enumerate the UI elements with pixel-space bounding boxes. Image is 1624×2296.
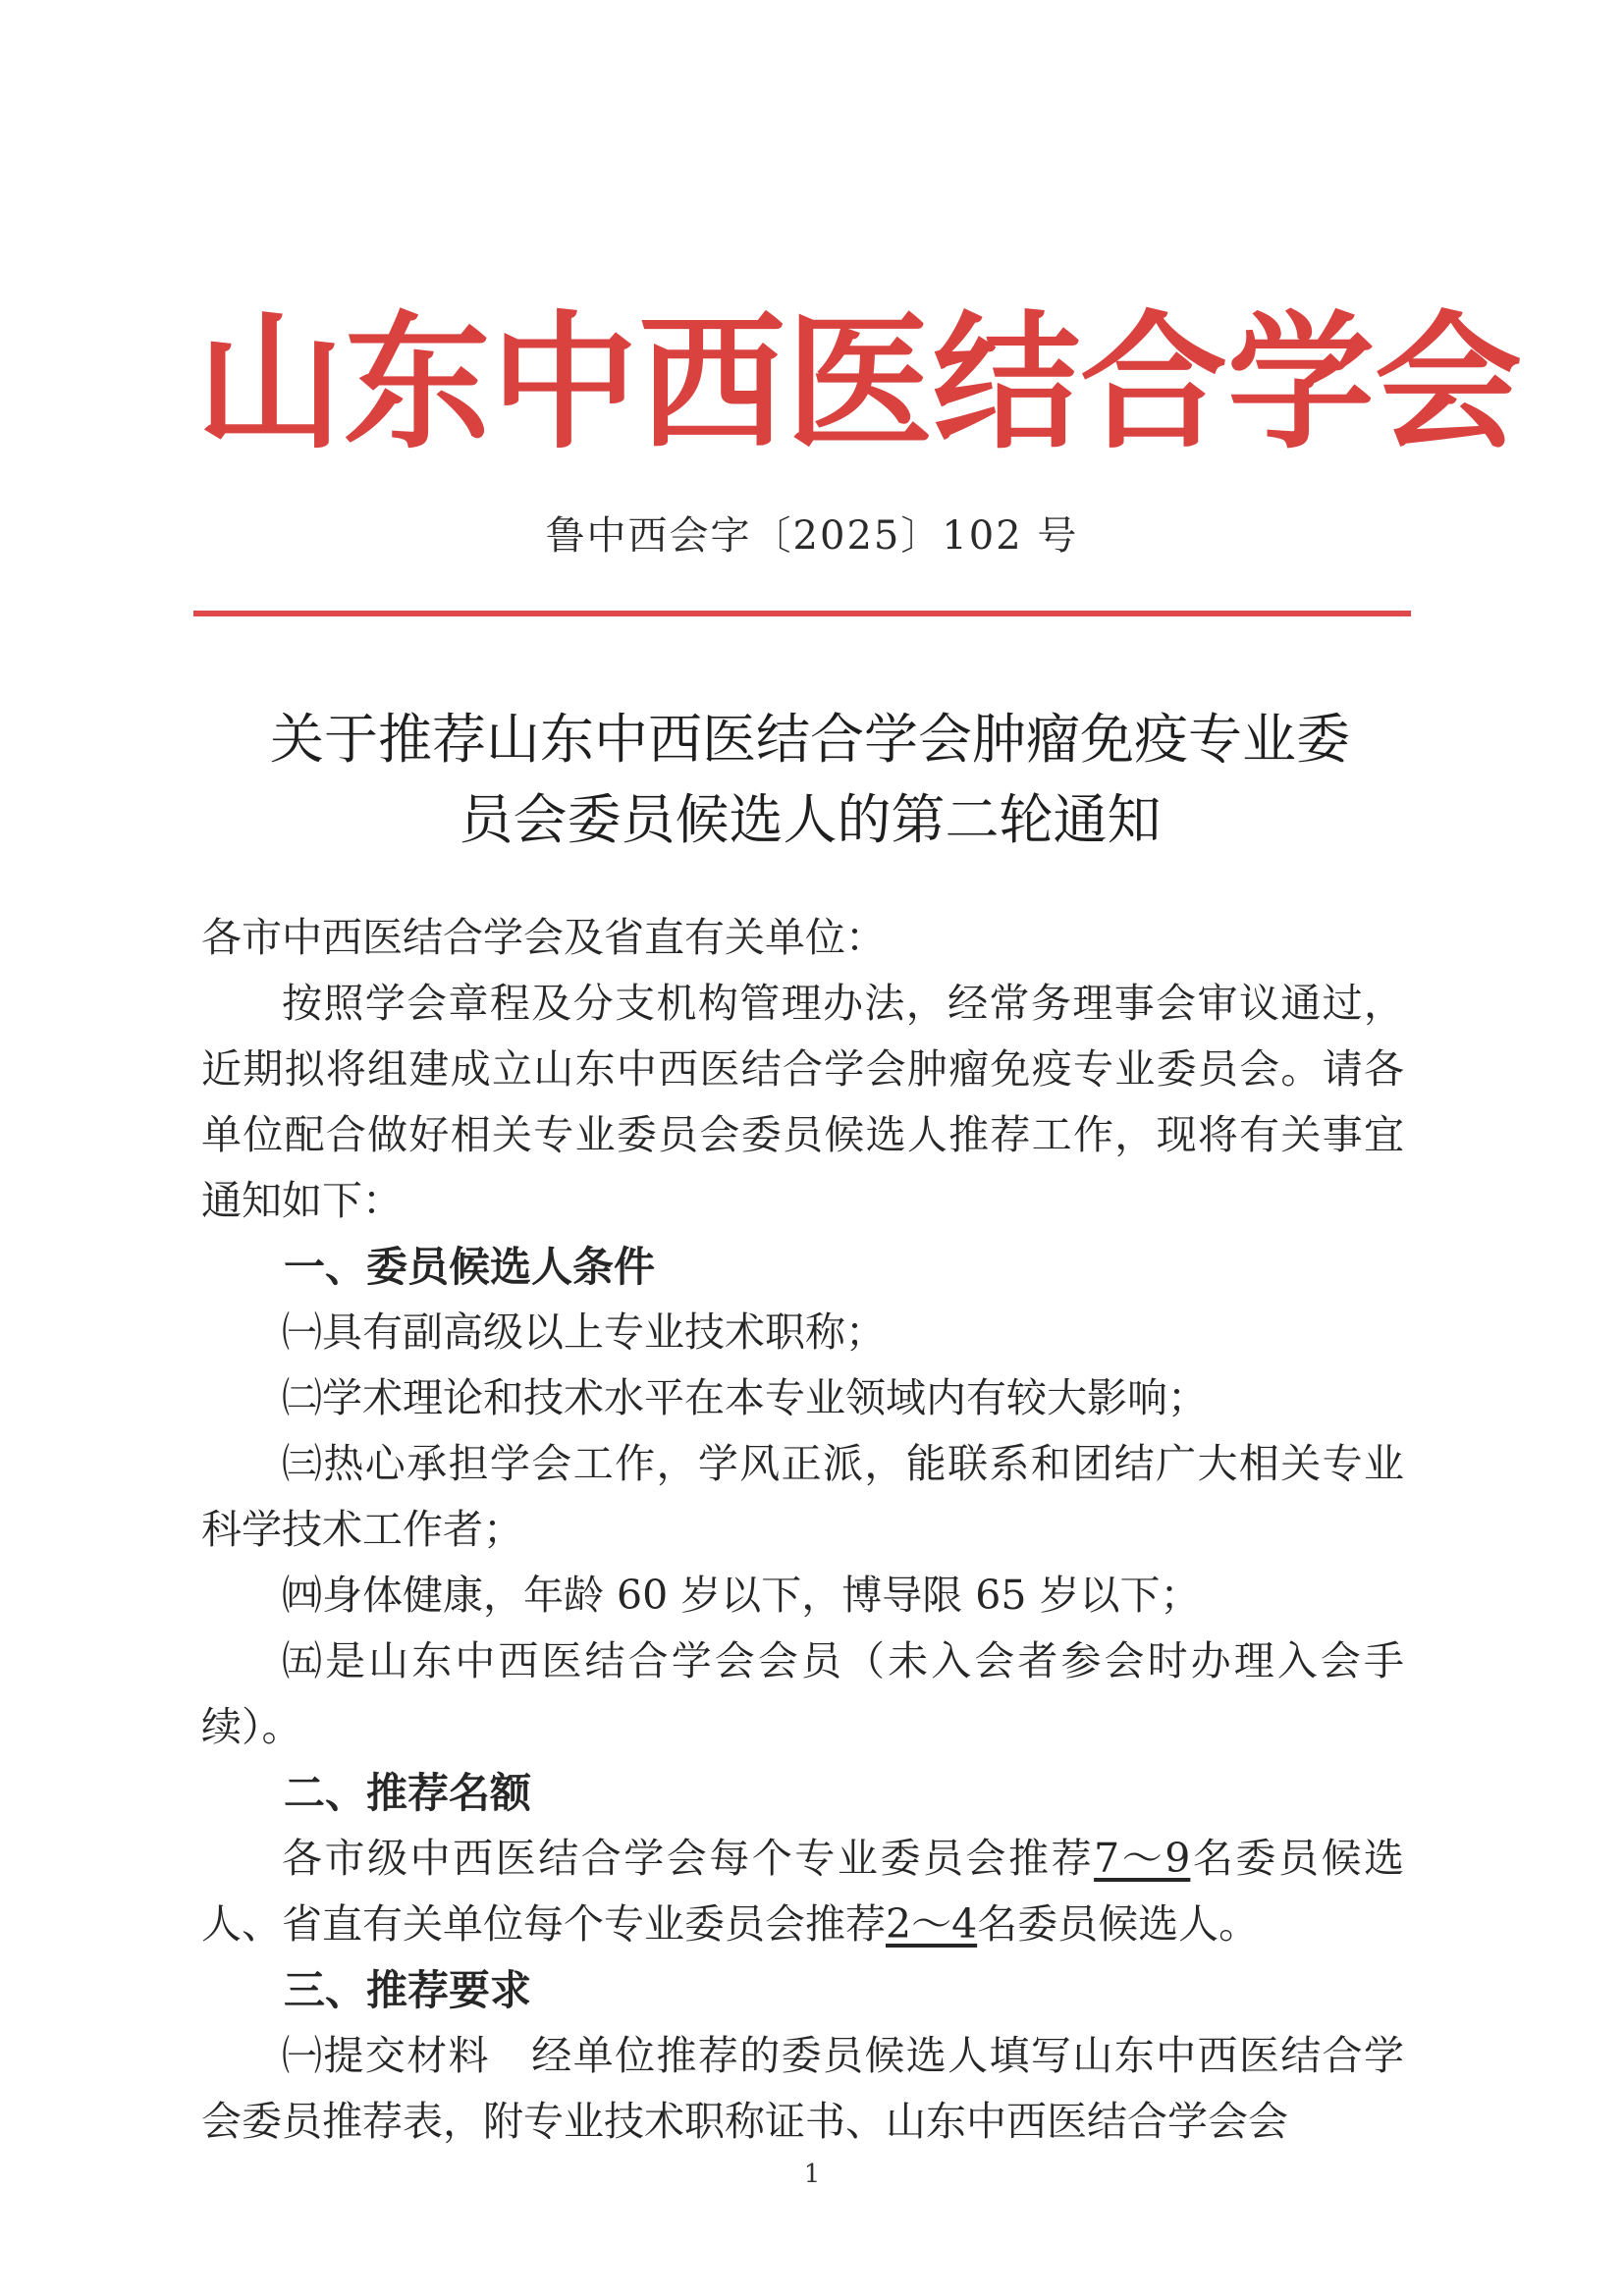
quota-text-part-2: 名委员候选人、省直有关单位每个专业委员会推荐: [201, 1835, 1405, 1948]
intro-paragraph: 按照学会章程及分支机构管理办法，经常务理事会审议通过，近期拟将组建成立山东中西医结合学会肿瘤免疫专业委员会。请各单位配合做好相关专业委员会委员候选人推荐工作，现将有关事宜通知如下：: [201, 980, 1404, 1224]
quota-city-range: 7～9: [1094, 1835, 1191, 1882]
condition-item-4: ㈣身体健康，年龄 60 岁以下，博导限 65 岁以下；: [282, 1572, 1201, 1619]
section-1-heading: 一、委员候选人条件: [284, 1243, 656, 1291]
quota-text-part-1: 各市级中西医结合学会每个专业委员会推荐: [282, 1835, 1095, 1882]
quota-paragraph: [201, 1826, 1404, 1957]
page-number: 1: [803, 2160, 821, 2189]
notice-title: [196, 699, 1424, 860]
condition-item-1: ㈠具有副高级以上专业技术职称；: [282, 1308, 886, 1356]
section-3-heading: 三、推荐要求: [284, 1966, 532, 2014]
document-number: 鲁中西会字〔2025〕102 号: [545, 513, 1079, 559]
section-2-heading: 二、推荐名额: [284, 1769, 532, 1817]
condition-item-5: ㈤是山东中西医结合学会会员（未入会者参会时办理入会手续）。: [201, 1637, 1404, 1750]
notice-title-line-2: 员会委员候选人的第二轮通知: [459, 788, 1162, 851]
condition-item-2: ㈡学术理论和技术水平在本专业领域内有较大影响；: [282, 1374, 1208, 1421]
requirement-item-1: ㈠提交材料 经单位推荐的委员候选人填写山东中西医结合学会委员推荐表，附专业技术职称证书、山东中西医结合学会会: [201, 2032, 1404, 2145]
condition-item-3: ㈢热心承担学会工作，学风正派，能联系和团结广大相关专业科学技术工作者；: [201, 1440, 1404, 1553]
quota-provincial-range: 2～4: [886, 1900, 978, 1948]
notice-body: [201, 905, 1404, 2155]
organization-name-header: 山东中西医结合学会: [196, 296, 1523, 469]
notice-title-line-1: 关于推荐山东中西医结合学会肿瘤免疫专业委: [269, 708, 1350, 771]
red-divider-line: [193, 611, 1411, 616]
quota-text-part-3: 名委员候选人。: [977, 1900, 1260, 1948]
salutation: 各市中西医结合学会及省直有关单位：: [201, 914, 886, 961]
